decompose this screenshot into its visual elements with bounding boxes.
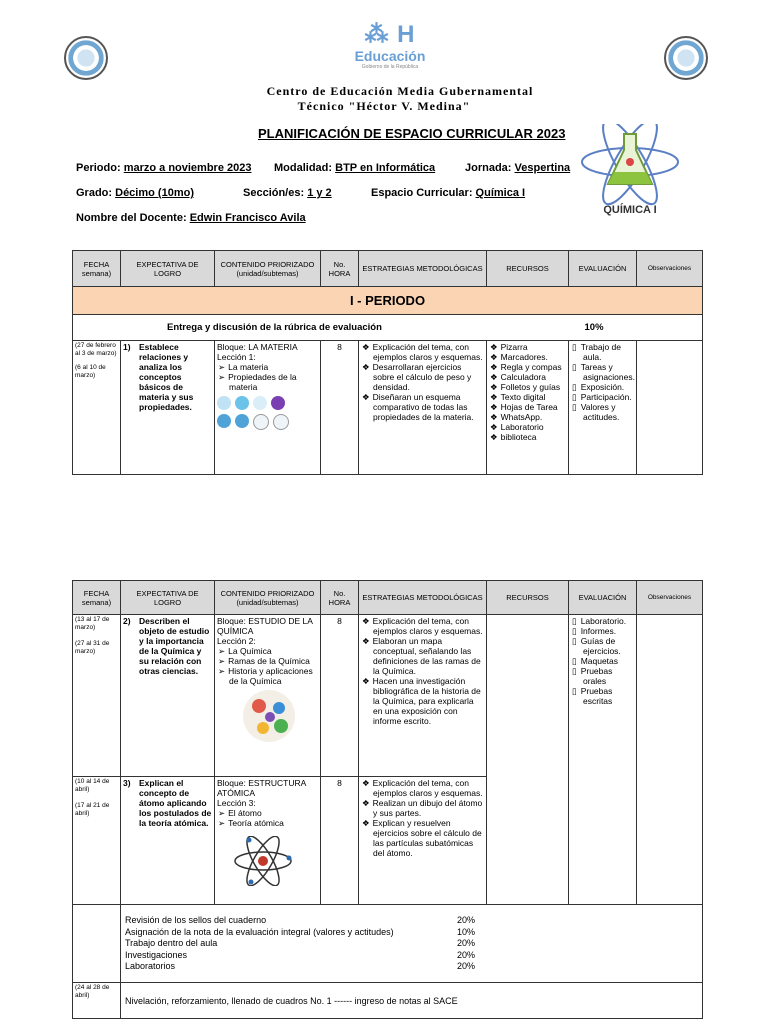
estrategias-list — [361, 342, 484, 422]
date-cell — [73, 341, 121, 475]
grado-field — [76, 187, 194, 199]
chemistry-collage-icon — [239, 688, 299, 744]
observaciones-cell — [637, 341, 703, 475]
list-item: ❖ Texto digital — [501, 392, 566, 402]
matter-states-illustration — [217, 396, 318, 410]
grado-value: Décimo (10mo) — [115, 187, 194, 199]
expectativa-text: Describen el objeto de estudio y la importancia de la Química y su relación con otras ciencias. — [139, 616, 210, 676]
list-item: ❖ biblioteca — [501, 432, 566, 442]
seccion-label: Sección/es: — [243, 187, 305, 199]
modalidad-label: Modalidad: — [274, 162, 333, 174]
col-estrategias: ESTRATEGIAS METODOLÓGICAS — [359, 581, 487, 615]
espacio-value: Química I — [475, 187, 526, 199]
grade-pct: 20% — [456, 949, 475, 960]
observaciones-cell — [637, 777, 703, 905]
list-item: ❖ Regla y compas — [501, 362, 566, 372]
docente-field — [76, 212, 306, 224]
school-name-line1: Centro de Educación Media Gubernamental — [266, 84, 534, 98]
list-item: ▯ Laboratorio. — [583, 616, 634, 626]
contenido-cell — [215, 615, 321, 777]
grade-line — [125, 927, 475, 939]
list-item: ➢ El átomo — [229, 808, 318, 818]
list-item: ➢ Propiedades de la materia — [229, 372, 318, 392]
drop-icon — [253, 414, 269, 430]
grade-line — [125, 938, 475, 950]
evaluacion-list — [571, 342, 634, 422]
contenido-cell — [215, 341, 321, 475]
table-row — [73, 341, 703, 475]
jornada-field — [465, 162, 570, 174]
grade-pct: 20% — [456, 938, 475, 948]
plasma-icon — [271, 396, 285, 410]
bloque-label: Bloque: LA MATERIA — [217, 342, 298, 352]
expectativa-cell — [121, 615, 215, 777]
gas-icon — [253, 396, 267, 410]
list-item: ❖ Explicación del tema, con ejemplos claros y esquemas. — [373, 342, 484, 362]
expectativa-cell — [121, 341, 215, 475]
col-contenido: CONTENIDO PRIORIZADO (unidad/subtemas) — [215, 251, 321, 287]
hora-cell: 8 — [321, 777, 359, 905]
logo-subtitle: Gobierno de la República — [361, 64, 419, 70]
grado-label: Grado: — [76, 187, 113, 199]
expectativa-number: 1) — [123, 342, 131, 352]
list-item: ❖ Elaboran un mapa conceptual, señalando las definiciones de las ramas de la Química. — [373, 636, 484, 676]
list-item: ▯ Participación. — [583, 392, 634, 402]
period-title: I - PERIODO — [73, 287, 703, 315]
list-item: ▯ Guías de ejercicios. — [583, 636, 634, 656]
table-header-row — [73, 581, 703, 615]
date-range-b: (27 al 31 de marzo) — [75, 640, 110, 655]
list-item: ❖ Pizarra — [501, 342, 566, 352]
date-cell — [73, 615, 121, 777]
final-date: (24 al 28 de abril) — [73, 983, 121, 1019]
rubrica-cell — [73, 315, 703, 341]
grade-line — [125, 961, 475, 973]
grade-pct: 20% — [456, 961, 475, 971]
grade-label: Revisión de los sellos del cuaderno — [125, 915, 267, 925]
jornada-label: Jornada: — [465, 162, 512, 174]
col-evaluacion: EVALUACIÓN — [569, 581, 637, 615]
list-item: ❖ WhatsApp. — [501, 412, 566, 422]
table-row — [73, 777, 703, 905]
liquid-icon — [235, 396, 249, 410]
list-item: ➢ Ramas de la Química — [229, 656, 318, 666]
estrategias-cell — [359, 777, 487, 905]
page-title: PLANIFICACIÓN DE ESPACIO CURRICULAR 2023 — [258, 126, 566, 141]
contenido-cell — [215, 777, 321, 905]
col-observaciones: Observaciones — [637, 251, 703, 287]
seccion-value: 1 y 2 — [307, 187, 332, 199]
school-seal-left — [64, 36, 108, 80]
list-item: ❖ Folletos y guías — [501, 382, 566, 392]
period-row — [73, 287, 703, 315]
rubrica-pct: 10% — [584, 322, 604, 333]
solid-icon — [217, 396, 231, 410]
list-item: ▯ Trabajo de aula. — [583, 342, 634, 362]
list-item: ❖ Hojas de Tarea — [501, 402, 566, 412]
leccion-label: Lección 1: — [217, 352, 256, 362]
col-contenido: CONTENIDO PRIORIZADO (unidad/subtemas) — [215, 581, 321, 615]
list-item: ➢ La materia — [229, 362, 318, 372]
list-item: ▯ Pruebas orales — [583, 666, 634, 686]
list-item: ❖ Explicación del tema, con ejemplos claros y esquemas. — [373, 616, 484, 636]
planning-table-2 — [72, 580, 703, 1019]
evaluacion-cell-empty — [569, 777, 637, 905]
drop-icon — [217, 414, 231, 428]
list-item: ▯ Exposición. — [583, 382, 634, 392]
final-text: Nivelación, reforzamiento, llenado de cuadros No. 1 ------ ingreso de notas al SACE — [121, 983, 703, 1019]
docente-label: Nombre del Docente: — [76, 212, 187, 224]
expectativa-text: Explican el concepto de átomo aplicando los postulados de la teoría atómica. — [139, 778, 212, 828]
col-evaluacion: EVALUACIÓN — [569, 251, 637, 287]
jornada-value: Vespertina — [514, 162, 571, 174]
list-item: ❖ Diseñaran un esquema comparativo de todas las propiedades de la materia. — [373, 392, 484, 422]
expectativa-text: Establece relaciones y analiza los conceptos básicos de materia y sus propiedades. — [139, 342, 194, 412]
quimica-logo — [578, 124, 682, 220]
col-fecha: FECHA semana) — [73, 581, 121, 615]
recursos-list — [489, 342, 566, 442]
list-item: ❖ Explicación del tema, con ejemplos claros y esquemas. — [373, 778, 484, 798]
planning-table-1 — [72, 250, 703, 475]
col-expectativa: EXPECTATIVA DE LOGRO — [121, 581, 215, 615]
estrategias-list — [361, 616, 484, 726]
periodo-field — [76, 162, 251, 174]
hora-cell: 8 — [321, 615, 359, 777]
docente-value: Edwin Francisco Avila — [189, 212, 306, 224]
list-item: ➢ Teoría atómica — [229, 818, 318, 828]
atom-icon — [231, 836, 295, 886]
expectativa-number: 2) — [123, 616, 131, 626]
list-item: ❖ Desarrollaran ejercicios sobre el cálculo de peso y densidad. — [373, 362, 484, 392]
hora-cell: 8 — [321, 341, 359, 475]
table-header-row — [73, 251, 703, 287]
evaluacion-list — [571, 616, 634, 706]
drops-illustration — [217, 414, 318, 430]
school-name-line2: Técnico "Héctor V. Medina" — [297, 99, 471, 113]
list-item: ▯ Maquetas — [583, 656, 634, 666]
list-item: ▯ Informes. — [583, 626, 634, 636]
date-cell — [73, 777, 121, 905]
evaluacion-cell — [569, 341, 637, 475]
grade-line — [125, 915, 475, 927]
grades-cell — [121, 905, 703, 983]
rubrica-row — [73, 315, 703, 341]
col-recursos: RECURSOS — [487, 581, 569, 615]
estrategias-cell — [359, 615, 487, 777]
date-range-b: (17 al 21 de abril) — [75, 802, 110, 817]
date-range-a: (13 al 17 de marzo) — [75, 616, 110, 631]
educacion-logo — [340, 22, 440, 82]
contenido-list — [217, 808, 318, 828]
expectativa-number: 3) — [123, 778, 131, 788]
col-expectativa: EXPECTATIVA DE LOGRO — [121, 251, 215, 287]
leccion-label: Lección 2: — [217, 636, 256, 646]
col-recursos: RECURSOS — [487, 251, 569, 287]
grades-date-cell — [73, 905, 121, 983]
grade-label: Trabajo dentro del aula — [125, 938, 218, 948]
col-hora: No. HORA — [321, 581, 359, 615]
logo-mark-icon: ⁂ H — [364, 21, 416, 48]
list-item: ▯ Pruebas escritas — [583, 686, 634, 706]
col-estrategias: ESTRATEGIAS METODOLÓGICAS — [359, 251, 487, 287]
periodo-label: Periodo: — [76, 162, 121, 174]
grades-row — [73, 905, 703, 983]
modalidad-field — [274, 162, 435, 174]
contenido-list — [217, 646, 318, 686]
espacio-field — [371, 187, 525, 199]
bloque-label: Bloque: ESTRUCTURA ATÓMICA — [217, 778, 306, 798]
modalidad-value: BTP en Informática — [335, 162, 436, 174]
list-item: ❖ Calculadora — [501, 372, 566, 382]
col-hora: No. HORA — [321, 251, 359, 287]
bloque-label: Bloque: ESTUDIO DE LA QUÍMICA — [217, 616, 313, 636]
rubrica-text: Entrega y discusión de la rúbrica de evaluación — [167, 322, 382, 333]
list-item: ❖ Laboratorio — [501, 422, 566, 432]
periodo-value: marzo a noviembre 2023 — [123, 162, 252, 174]
estrategias-cell — [359, 341, 487, 475]
drop-icon — [273, 414, 289, 430]
seccion-field — [243, 187, 332, 199]
logo-word: Educación — [354, 48, 426, 64]
date-range-b: (6 al 10 de marzo) — [75, 364, 106, 379]
grade-label: Investigaciones — [125, 949, 188, 960]
evaluacion-cell — [569, 615, 637, 777]
date-range-a: (10 al 14 de abril) — [75, 778, 110, 793]
observaciones-cell — [637, 615, 703, 777]
contenido-list — [217, 362, 318, 392]
espacio-label: Espacio Curricular: — [371, 187, 473, 199]
final-row — [73, 983, 703, 1019]
recursos-cell — [487, 341, 569, 475]
expectativa-cell — [121, 777, 215, 905]
grade-label: Asignación de la nota de la evaluación integral (valores y actitudes) — [125, 926, 394, 937]
list-item: ▯ Tareas y asignaciones. — [583, 362, 634, 382]
list-item: ▯ Valores y actitudes. — [583, 402, 634, 422]
list-item: ❖ Explican y resuelven ejercicios sobre el cálculo de las partículas subatómicas del átomo. — [373, 818, 484, 858]
grade-pct: 10% — [456, 926, 475, 937]
grade-label: Laboratorios — [125, 961, 176, 971]
grade-line — [125, 950, 475, 962]
leccion-label: Lección 3: — [217, 798, 256, 808]
list-item: ➢ La Química — [229, 646, 318, 656]
col-observaciones: Observaciones — [637, 581, 703, 615]
drop-icon — [235, 414, 249, 428]
list-item: ❖ Realizan un dibujo del átomo y sus partes. — [373, 798, 484, 818]
quimica-logo-text: QUÍMICA I — [603, 204, 657, 216]
grade-pct: 20% — [456, 915, 475, 925]
estrategias-list — [361, 778, 484, 858]
list-item: ❖ Marcadores. — [501, 352, 566, 362]
recursos-cell — [487, 615, 569, 905]
table-row — [73, 615, 703, 777]
list-item: ➢ Historia y aplicaciones de la Química — [229, 666, 318, 686]
list-item: ❖ Hacen una investigación bibliográfica de la historia de la Química, para explicarla en una exposición con informe escrito. — [373, 676, 484, 726]
col-fecha: FECHA semana) — [73, 251, 121, 287]
date-range-a: (27 de febrero al 3 de marzo) — [75, 342, 117, 357]
school-seal-right — [664, 36, 708, 80]
